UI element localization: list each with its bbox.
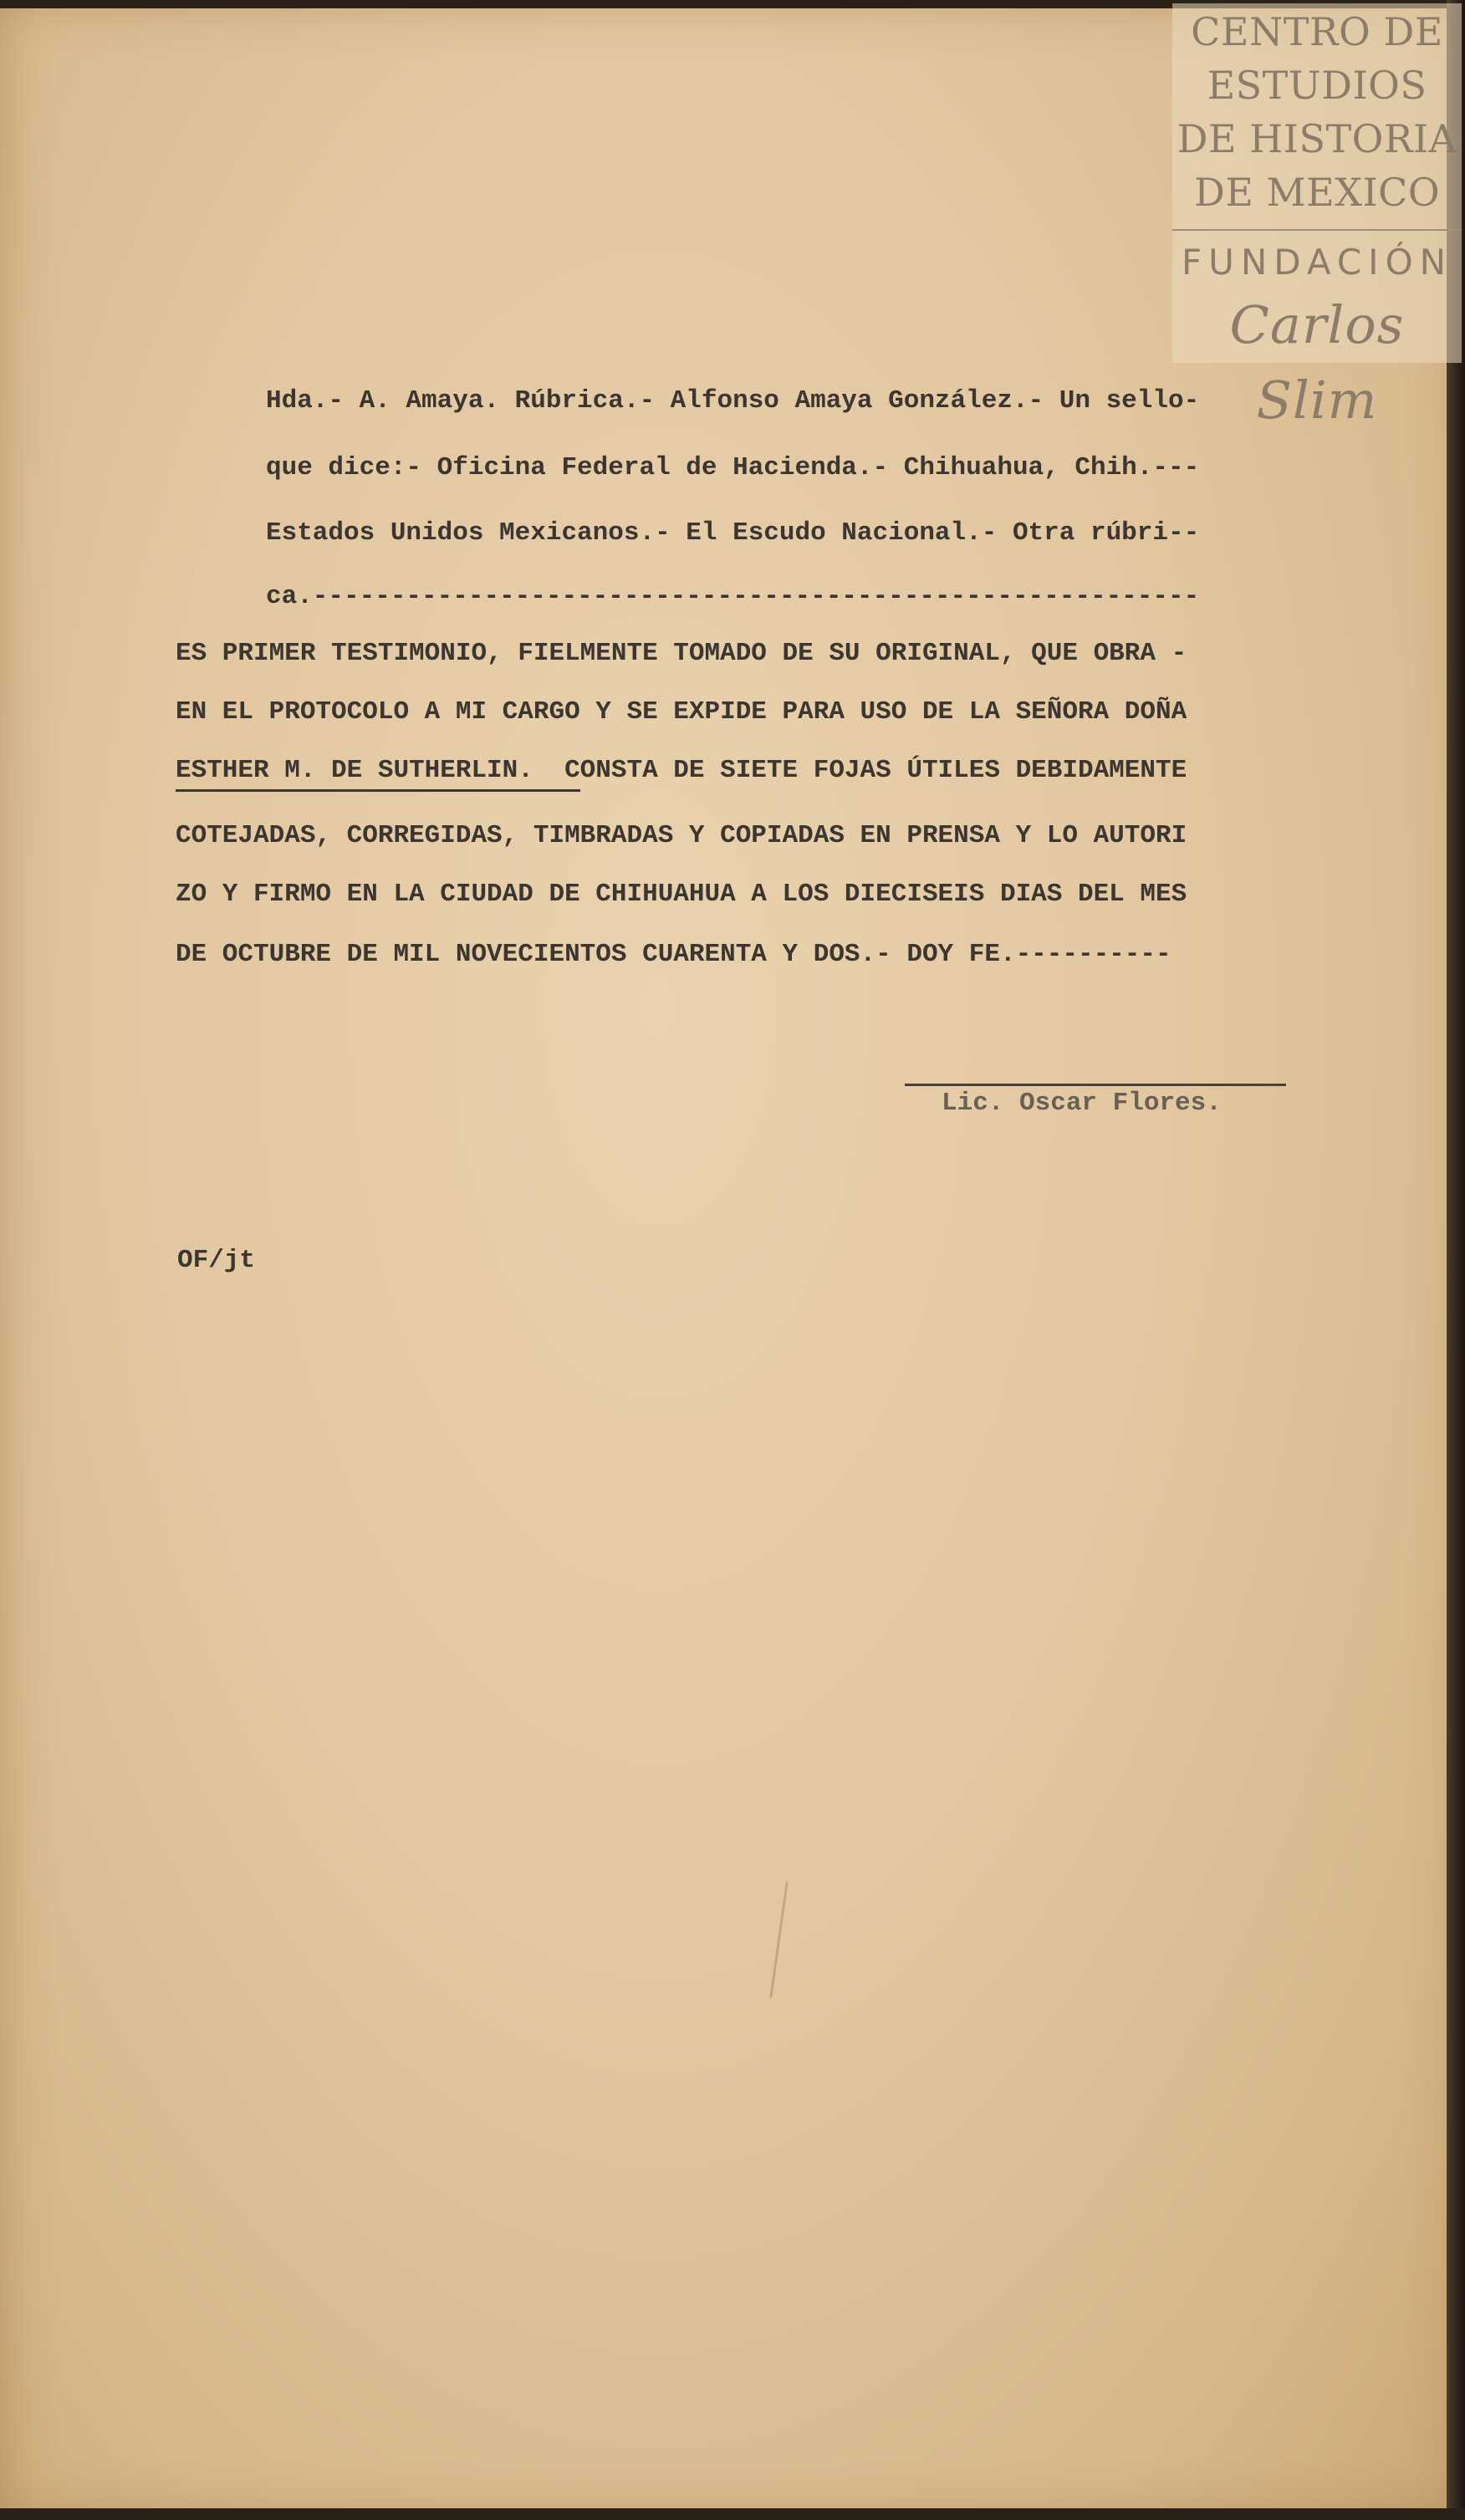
watermark-line-1: CENTRO DE <box>1191 9 1443 54</box>
name-underline <box>176 789 580 792</box>
watermark-line-3: DE HISTORIA <box>1177 116 1457 161</box>
signature-name: Lic. Oscar Flores. <box>942 1089 1222 1118</box>
typed-line: EN EL PROTOCOLO A MI CARGO Y SE EXPIDE PARA USO DE LA SEÑORA DOÑA <box>176 697 1187 727</box>
typed-line: que dice:- Oficina Federal de Hacienda.- Chihuahua, Chih.--- <box>266 453 1200 482</box>
typed-line: ca.--------------------------------------------------------- <box>266 582 1200 611</box>
typist-initials: OF/jt <box>177 1246 256 1275</box>
scan-edge-bottom <box>0 2508 1465 2520</box>
watermark-line-4: DE MEXICO <box>1193 170 1441 215</box>
paper-crease <box>769 1881 788 1997</box>
typed-line: DE OCTUBRE DE MIL NOVECIENTOS CUARENTA Y DOS.- DOY FE.---------- <box>176 940 1171 969</box>
watermark-carlos-slim: Carlos Slim <box>1229 294 1405 431</box>
typed-line: ZO Y FIRMO EN LA CIUDAD DE CHIHUAHUA A LOS DIECISEIS DIAS DEL MES <box>176 880 1187 909</box>
typed-line: ES PRIMER TESTIMONIO, FIELMENTE TOMADO DE SU ORIGINAL, QUE OBRA - <box>176 639 1187 668</box>
typed-line: ESTHER M. DE SUTHERLIN. CONSTA DE SIETE FOJAS ÚTILES DEBIDAMENTE <box>176 756 1187 785</box>
watermark-fundacion: FUNDACIÓN <box>1181 242 1453 283</box>
watermark-line-2: ESTUDIOS <box>1207 63 1427 108</box>
typed-line: Estados Unidos Mexicanos.- El Escudo Nacional.- Otra rúbri-- <box>266 518 1200 548</box>
archive-watermark <box>1172 3 1462 431</box>
watermark-divider <box>1172 229 1462 231</box>
signature-line <box>905 1084 1286 1086</box>
typed-line: COTEJADAS, CORREGIDAS, TIMBRADAS Y COPIADAS EN PRENSA Y LO AUTORI <box>176 821 1187 850</box>
typed-line: Hda.- A. Amaya. Rúbrica.- Alfonso Amaya González.- Un sello- <box>266 386 1200 416</box>
